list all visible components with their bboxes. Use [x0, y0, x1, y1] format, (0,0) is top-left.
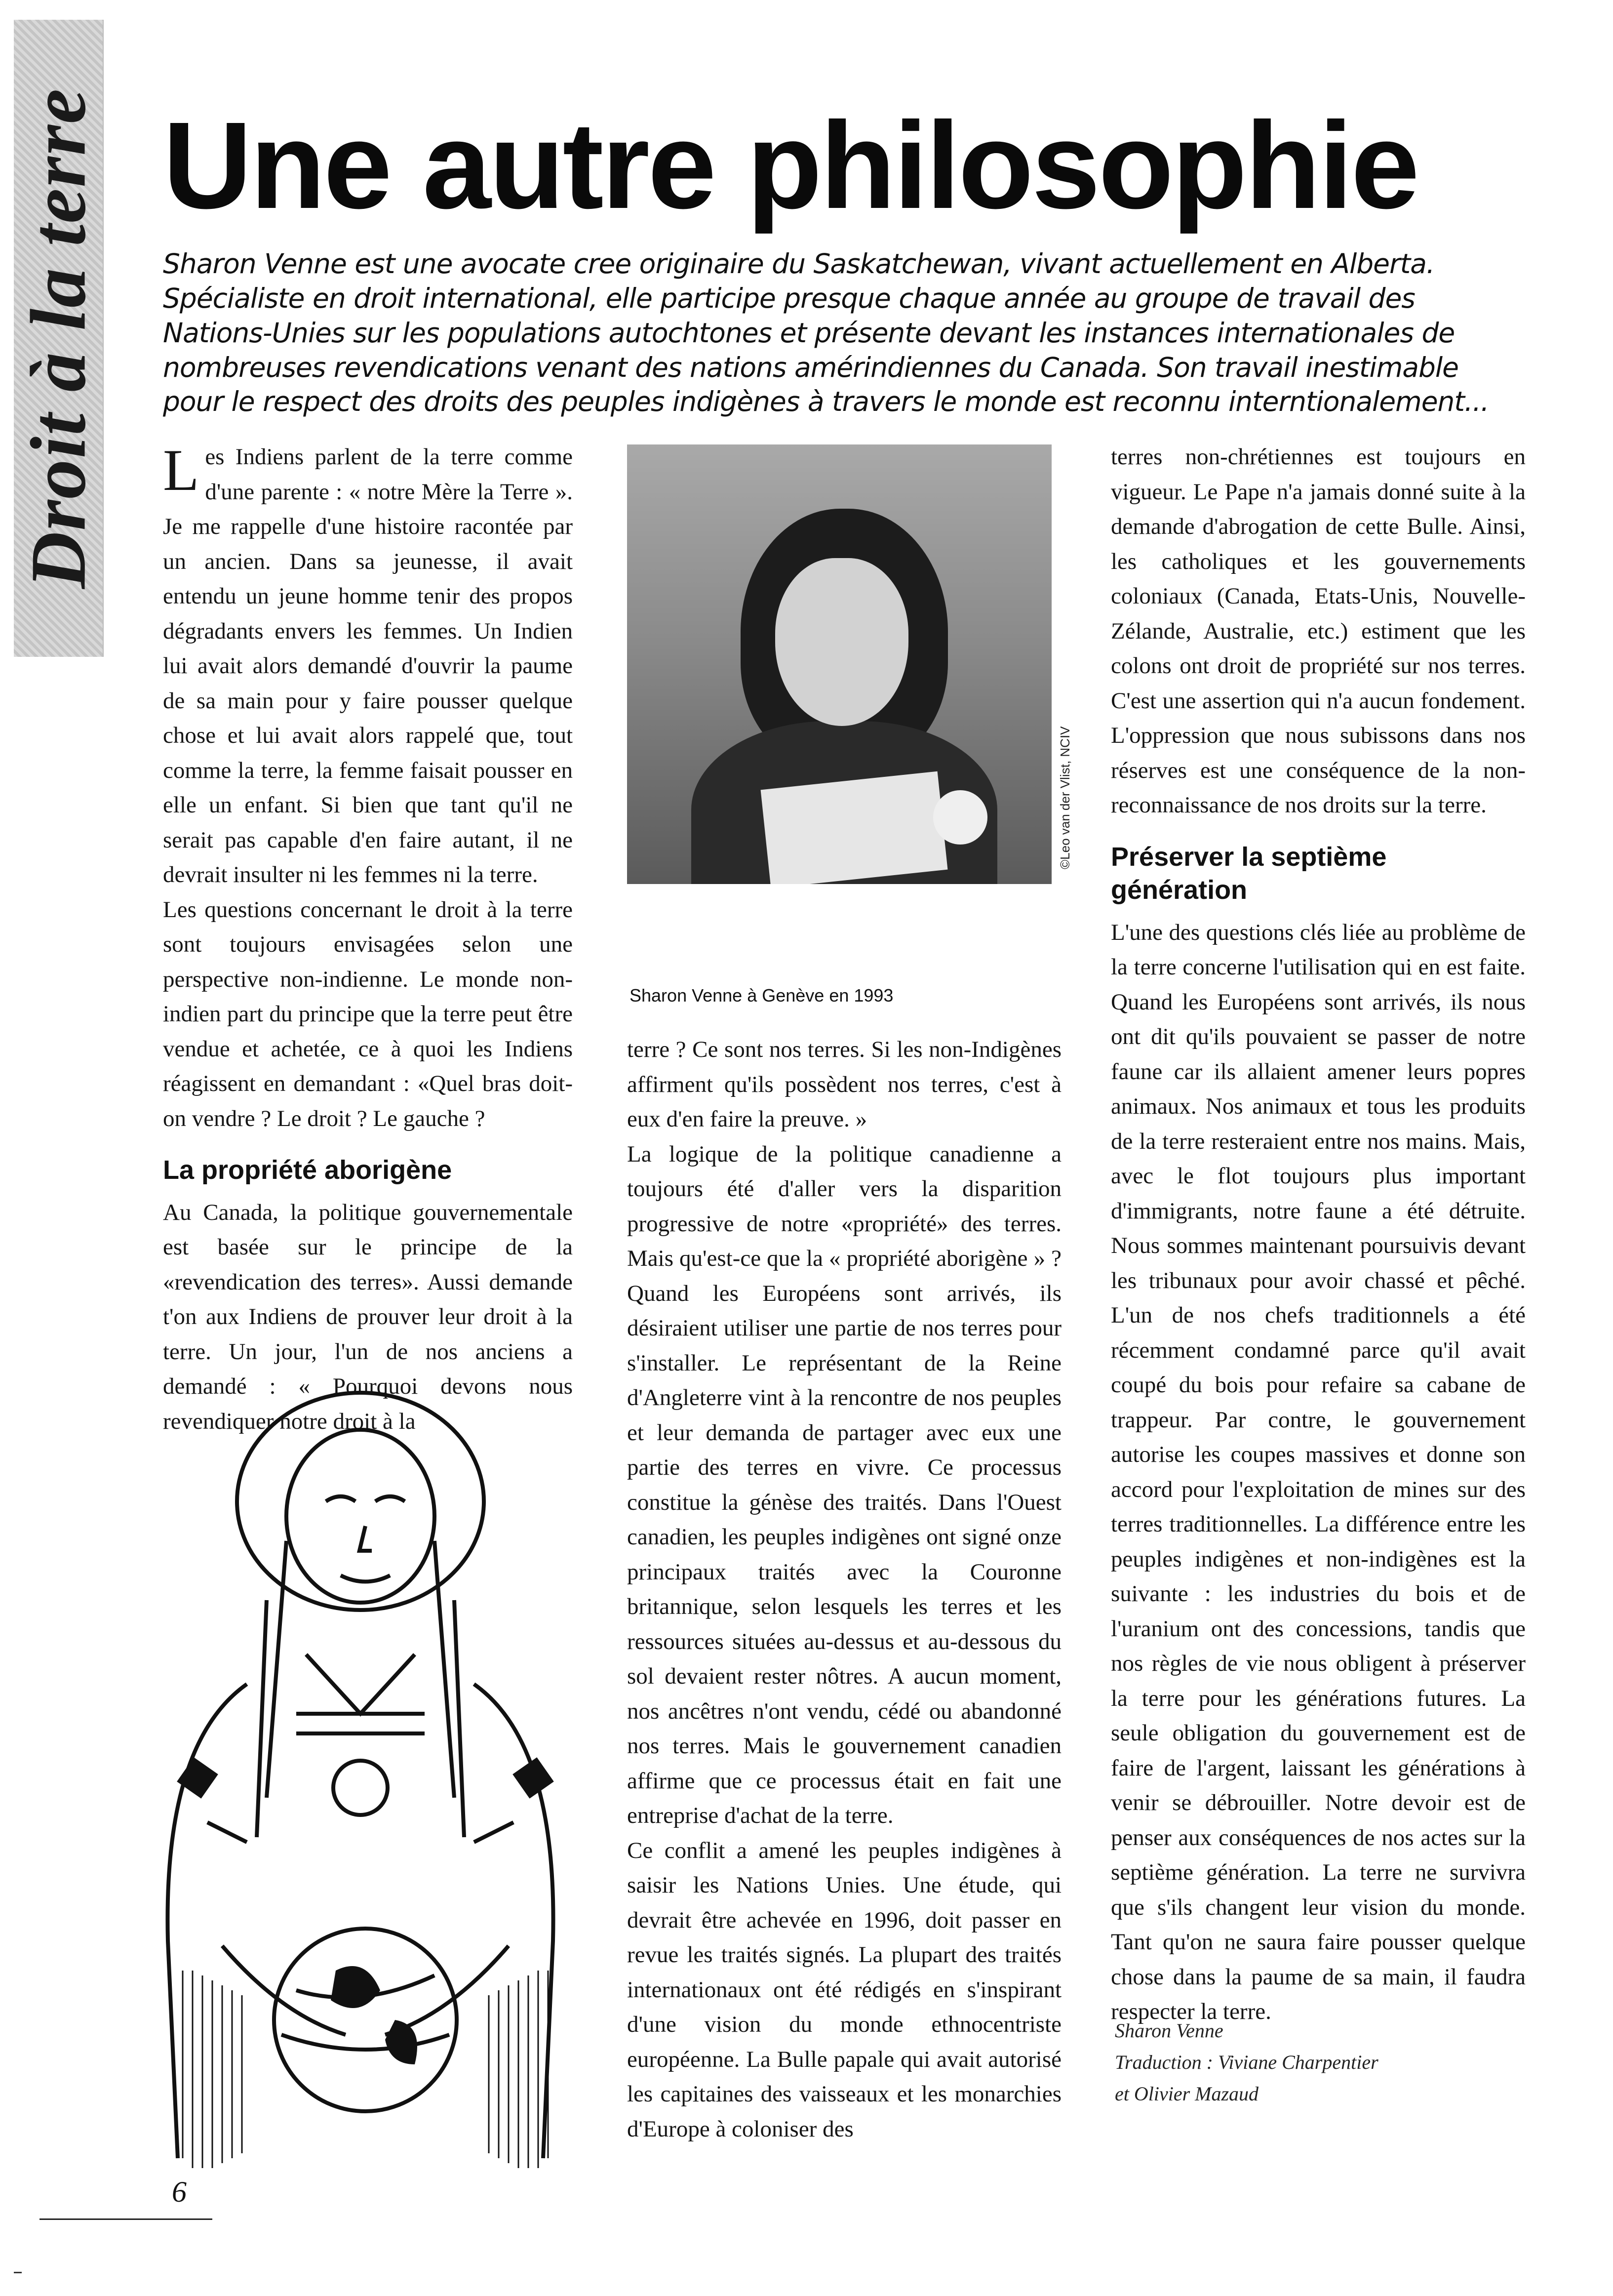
portrait-photo	[627, 444, 1052, 884]
paragraph: Ce conflit a amené les peuples indigènes à saisir les Nations Unies. Une étude, qui devrait être achevée en 1996, doit passer en revue les traités signés. La plupart des traités internationaux ont été rédigés en s'inspirant d'une vision du monde ethnocentriste européenne. La Bulle papale qui avait autorisé les capitaines des vaisseaux et les monarchies d'Europe à coloniser des	[627, 1837, 1062, 2142]
subheading-septieme-generation: Préserver la septième génération	[1111, 842, 1387, 905]
text-column-3	[1111, 440, 1526, 2029]
section-tab	[14, 20, 104, 657]
corner-mark	[14, 2272, 22, 2273]
paragraph: L'une des questions clés liée au problème de la terre concerne l'utilisation qui en est faite. Quand les Européens sont arrivés, ils nous ont dit qu'ils pouvaient se passer de notre faune car ils allaient amener leurs popres animaux. Nos animaux et tous les produits de la terre resteraient entre nos mains. Mais, avec le flot toujours plus important d'immigrants, notre faune a été détruite. Nous sommes maintenant poursuivis devant les tribunaux pour avoir chassé et pêché. L'un de nos chefs traditionnels a été récemment condamné parce qu'il avait coupé du bois pour refaire sa cabane de trappeur. Par contre, le gouvernement autorise les coupes massives et donne son accord pour l'exploitation de mines sur des terres traditionnelles. La différence entre les peuples indigènes et non-indigènes est la suivante : les industries du bois et de l'uranium ont des concessions, tandis que nos règles de vie nous obligent à préserver la terre pour les générations futures. La seule obligation du gouvernement est de faire de l'argent, laissant les générations à venir se débrouiller. Notre devoir est de penser aux conséquences de nos actes sur la septième génération. La terre ne survivra que s'ils changent leur vision du monde. Tant qu'on ne saura faire pousser quelque chose dans la paume de sa main, il faudra respecter la terre.	[1111, 919, 1526, 2024]
photo-caption: Sharon Venne à Genève en 1993	[629, 985, 894, 1006]
signature-author: Sharon Venne	[1115, 2019, 1223, 2042]
page-number: 6	[172, 2175, 187, 2208]
paragraph: terre ? Ce sont nos terres. Si les non-Indigènes affirment qu'ils possèdent nos terres, c'est à eux d'en faire la preuve. »	[627, 1037, 1062, 1132]
drop-cap: L	[163, 437, 199, 503]
paragraph: Au Canada, la politique gouvernementale est basée sur le principe de la «revendication des terres». Aussi demande t'on aux Indiens de prouver leur droit à la terre. Un jour, l'un de nos anciens a demandé : « Pourquoi devons nous revendiquer notre droit à la	[163, 1199, 573, 1434]
paragraph: La logique de la politique canadienne a toujours été d'aller vers la disparition progressive de notre «propriété» des terres. Mais qu'est-ce que la « propriété aborigène » ? Quand les Européens sont arrivés, ils désiraient utiliser une partie de nos terres pour s'installer. Le représentant de la Reine d'Angleterre vint à la rencontre de nos peuples et leur demanda de partager avec eux une partie des terres en vivre. Ce processus constitue la génèse des traités. Dans l'Ouest canadien, les peuples indigènes ont signé onze principaux traités avec la Couronne britannique, selon lesquels les terres et les ressources situées au-dessus et au-dessous du sol devaient rester nôtres. A aucun moment, nos ancêtres n'ont vendu, cédé ou abandonné nos terres. Mais le gouvernement canadien affirme que ce processus était en fait une entreprise d'achat de la terre.	[627, 1141, 1062, 1828]
section-tab-label: Droit à la terre	[14, 87, 102, 589]
native-woman-illustration	[148, 1378, 583, 2193]
microphone-icon	[933, 790, 987, 845]
text-column-2	[627, 1032, 1062, 2146]
subheading-propriete-aborigene: La propriété aborigène	[163, 1155, 452, 1185]
article-intro: Sharon Venne est une avocate cree originaire du Saskatchewan, vivant actuellement en Alberta. Spécialiste en droit international, elle participe presque chaque année au groupe de travail des Nations-Unies sur les populations autochtones et présente devant les instances internationales de nombreuses revendications venant des nations amérindiennes du Canada. Son travail inestimable pour le respect des droits des peuples indigènes à travers le monde est reconnu interntionalement...	[163, 248, 1489, 418]
signature-translation-2: et Olivier Mazaud	[1115, 2083, 1259, 2105]
signature-translation: Traduction : Viviane Charpentier	[1115, 2051, 1378, 2073]
article-title: Une autre philosophie	[163, 96, 1418, 234]
paragraph-text: es Indiens parlent de la terre comme d'une parente : « notre Mère la Terre ». Je me rappelle d'une histoire racontée par un ancien. Dans sa jeunesse, il avait entendu un jeune homme tenir des propos dégradants envers les femmes. Un Indien lui avait alors demandé d'ouvrir la paume de sa main pour y faire pousser quelque chose et lui avait alors rappelé que, tout comme la terre, la femme faisait pousser en elle un enfant. Si bien que tant qu'il ne serait pas capable d'en faire autant, il ne devrait insulter ni les femmes ni la terre.	[163, 444, 573, 887]
text-column-1	[163, 437, 573, 1439]
paragraph: terres non-chrétiennes est toujours en vigueur. Le Pape n'a jamais donné suite à la demande d'abrogation de cette Bulle. Ainsi, les catholiques et les gouvernements coloniaux (Canada, Etats-Unis, Nouvelle-Zélande, Australie, etc.) estiment que les colons ont droit de propriété sur nos terres. C'est une assertion qui n'a aucun fondement. L'oppression que nous subissons dans nos réserves est une conséquence de la non-reconnaissance de nos droits sur la terre.	[1111, 444, 1526, 818]
paragraph	[163, 437, 573, 892]
footer-rule	[39, 2218, 212, 2220]
signature-block	[1115, 2015, 1378, 2110]
paragraph: Les questions concernant le droit à la terre sont toujours envisagées selon une perspective non-indienne. Le monde non-indien part du principe que la terre peut être vendue et achetée, ce à quoi les Indiens réagissent en demandant : «Quel bras doit-on vendre ? Le droit ? Le gauche ?	[163, 896, 573, 1131]
photo-credit: ©Leo van der Vlist, NCIV	[1058, 726, 1072, 869]
